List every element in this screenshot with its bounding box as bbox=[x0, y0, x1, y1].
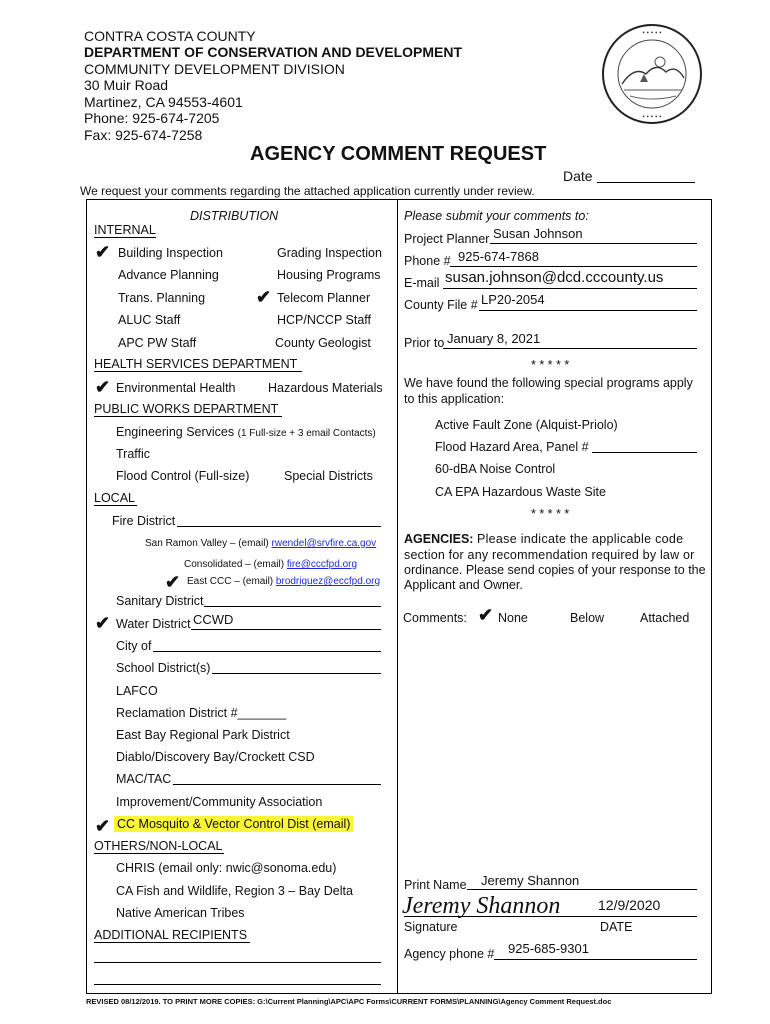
special-programs-text-1: We have found the following special programs apply bbox=[404, 376, 693, 390]
check-icon: ✔ bbox=[478, 605, 494, 625]
engineering-services-label: Engineering Services bbox=[116, 425, 235, 439]
comments-attached[interactable]: Attached bbox=[640, 611, 690, 625]
traffic[interactable]: Traffic bbox=[116, 447, 151, 461]
apc-pw-staff[interactable]: APC PW Staff bbox=[118, 336, 197, 350]
environmental-health[interactable]: Environmental Health bbox=[116, 381, 236, 395]
svg-text:• • • • •: • • • • • bbox=[642, 29, 662, 37]
additional-recipient-field-1[interactable] bbox=[94, 962, 381, 963]
county-seal-icon bbox=[600, 22, 704, 126]
city-of-field[interactable] bbox=[153, 651, 381, 652]
additional-underline bbox=[94, 942, 250, 943]
signature-label: Signature bbox=[404, 920, 458, 934]
phone-value: 925-674-7868 bbox=[458, 249, 539, 264]
fax-number: Fax: 925-674-7258 bbox=[84, 127, 203, 143]
email-label: E-mail bbox=[404, 276, 440, 290]
san-ramon-email-link[interactable]: rwendel@srvfire.ca.gov bbox=[271, 538, 377, 549]
hazardous-waste-site[interactable]: CA EPA Hazardous Waste Site bbox=[435, 485, 606, 499]
public-works-underline bbox=[94, 416, 282, 417]
check-icon: ✔ bbox=[165, 572, 181, 592]
water-district-label: Water District bbox=[116, 617, 191, 631]
county-file-field[interactable] bbox=[479, 310, 697, 311]
email-field[interactable] bbox=[443, 288, 697, 289]
distribution-heading: DISTRIBUTION bbox=[190, 209, 279, 223]
special-districts[interactable]: Special Districts bbox=[284, 469, 373, 483]
comments-label: Comments: bbox=[403, 611, 467, 625]
project-planner-label: Project Planner bbox=[404, 232, 490, 246]
signature-date-value: 12/9/2020 bbox=[598, 897, 661, 913]
telecom-planner[interactable]: Telecom Planner bbox=[277, 291, 371, 305]
chris[interactable]: CHRIS (email only: nwic@sonoma.edu) bbox=[116, 861, 337, 875]
agencies-note-4: Applicant and Owner. bbox=[404, 578, 523, 592]
sanitary-district-field[interactable] bbox=[204, 606, 381, 607]
agencies-heading: AGENCIES: bbox=[404, 532, 474, 546]
consolidated-email-link[interactable]: fire@cccfpd.org bbox=[286, 559, 358, 570]
grading-inspection[interactable]: Grading Inspection bbox=[277, 246, 382, 260]
housing-programs[interactable]: Housing Programs bbox=[277, 268, 381, 282]
health-underline bbox=[94, 371, 302, 372]
ca-fish-wildlife[interactable]: CA Fish and Wildlife, Region 3 – Bay Delta bbox=[116, 884, 353, 898]
county-file-label: County File # bbox=[404, 298, 478, 312]
improvement-association[interactable]: Improvement/Community Association bbox=[116, 795, 323, 809]
east-bay-parks[interactable]: East Bay Regional Park District bbox=[116, 728, 290, 742]
signature-field[interactable] bbox=[404, 916, 697, 917]
east-ccc-email-link[interactable]: brodriguez@eccfpd.org bbox=[275, 576, 381, 587]
address-street: 30 Muir Road bbox=[84, 77, 169, 93]
engineering-services[interactable] bbox=[116, 425, 376, 439]
column-divider bbox=[397, 199, 398, 994]
prior-to-label: Prior to bbox=[404, 336, 445, 350]
submit-to-heading: Please submit your comments to: bbox=[404, 209, 589, 223]
special-programs-text-2: to this application: bbox=[404, 392, 505, 406]
east-ccc-fire[interactable] bbox=[187, 576, 380, 587]
local-heading: LOCAL bbox=[94, 491, 135, 505]
noise-control[interactable]: 60-dBA Noise Control bbox=[435, 462, 556, 476]
stars-divider-2: * * * * * bbox=[531, 507, 570, 521]
date-label: Date bbox=[563, 168, 593, 184]
mac-tac-label: MAC/TAC bbox=[116, 772, 172, 786]
additional-recipient-field-2[interactable] bbox=[94, 984, 381, 985]
agencies-note-2: section for any recommendation required by law or bbox=[404, 548, 695, 562]
school-districts-field[interactable] bbox=[212, 673, 381, 674]
agencies-text: Please indicate the applicable code bbox=[476, 532, 684, 546]
additional-recipients-heading: ADDITIONAL RECIPIENTS bbox=[94, 928, 248, 942]
school-districts-label: School District(s) bbox=[116, 661, 211, 675]
public-works-heading: PUBLIC WORKS DEPARTMENT bbox=[94, 402, 279, 416]
flood-hazard-label[interactable]: Flood Hazard Area, Panel # bbox=[435, 440, 589, 454]
project-planner-field[interactable] bbox=[490, 243, 697, 244]
stars-divider: * * * * * bbox=[531, 358, 570, 372]
san-ramon-fire[interactable] bbox=[145, 538, 376, 549]
consolidated-fire[interactable] bbox=[184, 559, 357, 570]
footer-note: REVISED 08/12/2019. TO PRINT MORE COPIES: G:\Current Planning\APC\APC Forms\CURRENT FORMS\PLANNING\Agency Comment Request.doc bbox=[86, 997, 612, 1006]
check-icon: ✔ bbox=[256, 287, 272, 307]
agencies-note-1 bbox=[404, 532, 683, 546]
hazardous-materials[interactable]: Hazardous Materials bbox=[268, 381, 383, 395]
check-icon: ✔ bbox=[95, 816, 111, 836]
prior-to-field[interactable] bbox=[443, 348, 697, 349]
city-of-label: City of bbox=[116, 639, 152, 653]
reclamation-district[interactable]: Reclamation District #_______ bbox=[116, 706, 287, 720]
internal-heading: INTERNAL bbox=[94, 223, 156, 237]
internal-underline bbox=[94, 237, 156, 238]
diablo-csd[interactable]: Diablo/Discovery Bay/Crockett CSD bbox=[116, 750, 315, 764]
local-underline bbox=[94, 505, 137, 506]
print-name-value: Jeremy Shannon bbox=[481, 873, 580, 888]
comments-none[interactable]: None bbox=[498, 611, 528, 625]
consolidated-label: Consolidated – (email) bbox=[184, 559, 285, 570]
agency-phone-field[interactable] bbox=[494, 959, 697, 960]
intro-text: We request your comments regarding the attached application currently under review. bbox=[80, 184, 535, 198]
phone-field[interactable] bbox=[450, 266, 697, 267]
hcp-nccp-staff[interactable]: HCP/NCCP Staff bbox=[277, 313, 372, 327]
email-value: susan.johnson@dcd.cccounty.us bbox=[445, 269, 664, 286]
date-caption: DATE bbox=[600, 920, 633, 934]
agencies-note-3: ordinance. Please send copies of your response to the bbox=[404, 563, 706, 577]
division-name: COMMUNITY DEVELOPMENT DIVISION bbox=[84, 61, 345, 77]
water-district-field[interactable] bbox=[191, 629, 381, 630]
svg-text:• • • • •: • • • • • bbox=[642, 113, 662, 121]
check-icon: ✔ bbox=[95, 377, 111, 397]
date-field[interactable] bbox=[597, 182, 695, 183]
address-city: Martinez, CA 94553-4601 bbox=[84, 94, 243, 110]
engineering-services-note: (1 Full-size + 3 email Contacts) bbox=[237, 428, 376, 439]
print-name-label: Print Name bbox=[404, 878, 467, 892]
county-geologist[interactable]: County Geologist bbox=[275, 336, 371, 350]
lafco[interactable]: LAFCO bbox=[116, 684, 158, 698]
signature-image: Jeremy Shannon bbox=[402, 893, 561, 919]
fire-district-label: Fire District bbox=[112, 514, 176, 528]
mosquito-vector-control[interactable]: CC Mosquito & Vector Control Dist (email) bbox=[114, 816, 353, 832]
aluc-staff[interactable]: ALUC Staff bbox=[118, 313, 181, 327]
agency-phone-value: 925-685-9301 bbox=[508, 941, 589, 956]
san-ramon-label: San Ramon Valley – (email) bbox=[145, 538, 269, 549]
page-title: AGENCY COMMENT REQUEST bbox=[250, 143, 547, 165]
check-icon: ✔ bbox=[95, 613, 111, 633]
native-american-tribes[interactable]: Native American Tribes bbox=[116, 906, 245, 920]
print-name-field[interactable] bbox=[467, 889, 697, 890]
county-name: CONTRA COSTA COUNTY bbox=[84, 28, 256, 44]
fire-district-field[interactable] bbox=[177, 526, 381, 527]
department-name: DEPARTMENT OF CONSERVATION AND DEVELOPMENT bbox=[84, 44, 463, 60]
phone-label: Phone # bbox=[404, 254, 451, 268]
project-planner-value: Susan Johnson bbox=[493, 226, 583, 241]
prior-to-value: January 8, 2021 bbox=[447, 331, 541, 346]
others-heading: OTHERS/NON-LOCAL bbox=[94, 839, 223, 853]
active-fault-zone[interactable]: Active Fault Zone (Alquist-Priolo) bbox=[435, 418, 618, 432]
others-underline bbox=[94, 853, 224, 854]
east-ccc-label: East CCC – (email) bbox=[187, 576, 274, 587]
water-district-value: CCWD bbox=[193, 612, 234, 627]
comments-below[interactable]: Below bbox=[570, 611, 605, 625]
county-file-value: LP20-2054 bbox=[481, 292, 545, 307]
mac-tac-field[interactable] bbox=[173, 784, 381, 785]
advance-planning[interactable]: Advance Planning bbox=[118, 268, 219, 282]
trans-planning[interactable]: Trans. Planning bbox=[118, 291, 206, 305]
phone-number: Phone: 925-674-7205 bbox=[84, 110, 220, 126]
flood-control[interactable]: Flood Control (Full-size) bbox=[116, 469, 250, 483]
building-inspection[interactable]: Building Inspection bbox=[118, 246, 223, 260]
sanitary-district-label: Sanitary District bbox=[116, 594, 204, 608]
check-icon: ✔ bbox=[95, 242, 111, 262]
agency-phone-label: Agency phone # bbox=[404, 947, 495, 961]
health-services-heading: HEALTH SERVICES DEPARTMENT bbox=[94, 357, 298, 371]
flood-hazard-field[interactable] bbox=[592, 452, 697, 453]
